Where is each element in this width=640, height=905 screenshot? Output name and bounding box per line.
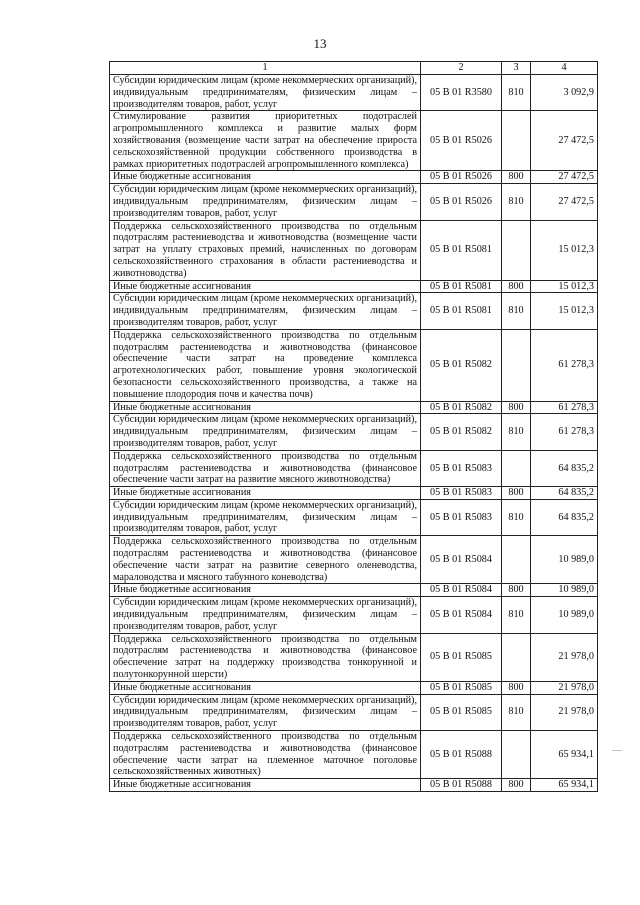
table-row [110, 220, 598, 280]
row-name-cell: Иные бюджетные ассигнования [110, 487, 421, 500]
table-row [110, 280, 598, 293]
table-row [110, 694, 598, 730]
row-vr-cell: 810 [502, 499, 531, 535]
row-vr-cell: 800 [502, 171, 531, 184]
row-amount-cell: 15 012,3 [531, 280, 598, 293]
row-code-cell: 05 В 01 R5081 [421, 280, 502, 293]
budget-table [109, 61, 598, 792]
row-amount-cell: 65 934,1 [531, 779, 598, 792]
row-name-cell: Стимулирование развития приоритетных подотраслей агропромышленного комплекса и развитие малых форм хозяйствования (возмещение части затрат на обеспечение прироста сельскохозяйственной продукции собственного производства в рамках приоритетных подотраслей агропромышленного комплекса) [110, 111, 421, 171]
row-name-cell: Субсидии юридическим лицам (кроме некоммерческих организаций), индивидуальным предпринимателям, физическим лицам – производителям товаров, работ, услуг [110, 293, 421, 329]
row-amount-cell: 65 934,1 [531, 731, 598, 779]
table-row [110, 499, 598, 535]
table-row [110, 171, 598, 184]
row-vr-cell: 800 [502, 487, 531, 500]
row-name-cell: Иные бюджетные ассигнования [110, 171, 421, 184]
row-amount-cell: 15 012,3 [531, 220, 598, 280]
row-name-cell: Поддержка сельскохозяйственного производства по отдельным подотраслям растениеводства и животноводства (финансовое обеспечение части затрат на развитие мясного животноводства) [110, 450, 421, 486]
table-header [110, 62, 598, 75]
row-amount-cell: 27 472,5 [531, 111, 598, 171]
row-name-cell: Субсидии юридическим лицам (кроме некоммерческих организаций), индивидуальным предпринимателям, физическим лицам – производителям товаров, работ, услуг [110, 597, 421, 633]
table-row [110, 450, 598, 486]
table-row [110, 779, 598, 792]
row-vr-cell: 810 [502, 694, 531, 730]
row-code-cell: 05 В 01 R3580 [421, 75, 502, 111]
row-name-cell: Иные бюджетные ассигнования [110, 584, 421, 597]
row-name-cell: Поддержка сельскохозяйственного производства по отдельным подотраслям растениеводства и животноводства (финансовое обеспечение части затрат на развитие северного оленеводства, мараловодства и мясного табунного коневодства) [110, 536, 421, 584]
row-amount-cell: 61 278,3 [531, 401, 598, 414]
row-vr-cell: 810 [502, 414, 531, 450]
row-name-cell: Субсидии юридическим лицам (кроме некоммерческих организаций), индивидуальным предпринимателям, физическим лицам – производителям товаров, работ, услуг [110, 75, 421, 111]
row-amount-cell: 3 092,9 [531, 75, 598, 111]
row-amount-cell: 21 978,0 [531, 694, 598, 730]
table-row [110, 487, 598, 500]
row-code-cell: 05 В 01 R5088 [421, 779, 502, 792]
row-code-cell: 05 В 01 R5081 [421, 293, 502, 329]
row-name-cell: Поддержка сельскохозяйственного производства по отдельным подотраслям растениеводства и животноводства (возмещение части затрат на уплату страховых премий, начисленных по договорам сельскохозяйственного страхования в области растениеводства и животноводства) [110, 220, 421, 280]
table-row [110, 293, 598, 329]
row-amount-cell: 10 989,0 [531, 536, 598, 584]
row-amount-cell: 64 835,2 [531, 499, 598, 535]
row-vr-cell [502, 329, 531, 401]
row-code-cell: 05 В 01 R5026 [421, 171, 502, 184]
row-code-cell: 05 В 01 R5082 [421, 414, 502, 450]
table-row [110, 597, 598, 633]
row-amount-cell: 27 472,5 [531, 184, 598, 220]
row-vr-cell: 800 [502, 681, 531, 694]
row-vr-cell [502, 633, 531, 681]
row-vr-cell [502, 111, 531, 171]
row-code-cell: 05 В 01 R5084 [421, 584, 502, 597]
row-amount-cell: 10 989,0 [531, 584, 598, 597]
row-code-cell: 05 В 01 R5085 [421, 694, 502, 730]
row-code-cell: 05 В 01 R5083 [421, 450, 502, 486]
row-amount-cell: 61 278,3 [531, 414, 598, 450]
header-row [110, 62, 598, 75]
row-vr-cell: 810 [502, 293, 531, 329]
column-header-name: 1 [110, 62, 421, 75]
row-code-cell: 05 В 01 R5082 [421, 329, 502, 401]
row-vr-cell [502, 536, 531, 584]
row-amount-cell: 64 835,2 [531, 450, 598, 486]
row-code-cell: 05 В 01 R5083 [421, 499, 502, 535]
row-name-cell: Иные бюджетные ассигнования [110, 779, 421, 792]
row-name-cell: Субсидии юридическим лицам (кроме некоммерческих организаций), индивидуальным предпринимателям, физическим лицам – производителям товаров, работ, услуг [110, 694, 421, 730]
row-vr-cell: 800 [502, 779, 531, 792]
column-header-vr: 3 [502, 62, 531, 75]
row-name-cell: Поддержка сельскохозяйственного производства по отдельным подотраслям растениеводства и животноводства (финансовое обеспечение части затрат на проведение комплекса агротехнологических работ, повышение уровня экологической безопасности сельскохозяйственного производства, а также на повышение плодородия почв и качества почв) [110, 329, 421, 401]
row-code-cell: 05 В 01 R5083 [421, 487, 502, 500]
row-name-cell: Субсидии юридическим лицам (кроме некоммерческих организаций), индивидуальным предпринимателям, физическим лицам – производителям товаров, работ, услуг [110, 184, 421, 220]
table-row [110, 633, 598, 681]
row-name-cell: Субсидии юридическим лицам (кроме некоммерческих организаций), индивидуальным предпринимателям, физическим лицам – производителям товаров, работ, услуг [110, 499, 421, 535]
row-vr-cell: 800 [502, 401, 531, 414]
table-row [110, 731, 598, 779]
row-amount-cell: 61 278,3 [531, 329, 598, 401]
page-number: 13 [313, 36, 327, 51]
row-amount-cell: 10 989,0 [531, 597, 598, 633]
row-name-cell: Иные бюджетные ассигнования [110, 401, 421, 414]
row-code-cell: 05 В 01 R5026 [421, 184, 502, 220]
row-vr-cell: 800 [502, 584, 531, 597]
row-name-cell: Иные бюджетные ассигнования [110, 681, 421, 694]
row-vr-cell [502, 450, 531, 486]
row-code-cell: 05 В 01 R5085 [421, 633, 502, 681]
row-name-cell: Субсидии юридическим лицам (кроме некоммерческих организаций), индивидуальным предпринимателям, физическим лицам – производителям товаров, работ, услуг [110, 414, 421, 450]
row-name-cell: Иные бюджетные ассигнования [110, 280, 421, 293]
row-name-cell: Поддержка сельскохозяйственного производства по отдельным подотраслям растениеводства и животноводства (финансовое обеспечение затрат на поддержку производства тонкорунной и полутонкорунной шерсти) [110, 633, 421, 681]
row-vr-cell: 810 [502, 75, 531, 111]
row-code-cell: 05 В 01 R5081 [421, 220, 502, 280]
table-row [110, 414, 598, 450]
row-code-cell: 05 В 01 R5084 [421, 597, 502, 633]
table-row [110, 329, 598, 401]
table-row [110, 536, 598, 584]
row-name-cell: Поддержка сельскохозяйственного производства по отдельным подотраслям растениеводства и животноводства (финансовое обеспечение части затрат на племенное маточное поголовье сельскохозяйственных животных) [110, 731, 421, 779]
row-amount-cell: 15 012,3 [531, 293, 598, 329]
scan-mark: — [612, 745, 622, 756]
table-row [110, 184, 598, 220]
row-code-cell: 05 В 01 R5026 [421, 111, 502, 171]
table-body [110, 75, 598, 792]
row-vr-cell: 810 [502, 597, 531, 633]
row-code-cell: 05 В 01 R5082 [421, 401, 502, 414]
row-vr-cell: 800 [502, 280, 531, 293]
column-header-amount: 4 [531, 62, 598, 75]
row-amount-cell: 21 978,0 [531, 681, 598, 694]
table-row [110, 111, 598, 171]
table-row [110, 681, 598, 694]
row-code-cell: 05 В 01 R5088 [421, 731, 502, 779]
row-vr-cell [502, 731, 531, 779]
row-amount-cell: 21 978,0 [531, 633, 598, 681]
row-amount-cell: 64 835,2 [531, 487, 598, 500]
table-row [110, 401, 598, 414]
column-header-code: 2 [421, 62, 502, 75]
row-code-cell: 05 В 01 R5084 [421, 536, 502, 584]
row-amount-cell: 27 472,5 [531, 171, 598, 184]
row-vr-cell: 810 [502, 184, 531, 220]
row-vr-cell [502, 220, 531, 280]
table-row [110, 75, 598, 111]
row-code-cell: 05 В 01 R5085 [421, 681, 502, 694]
table-row [110, 584, 598, 597]
